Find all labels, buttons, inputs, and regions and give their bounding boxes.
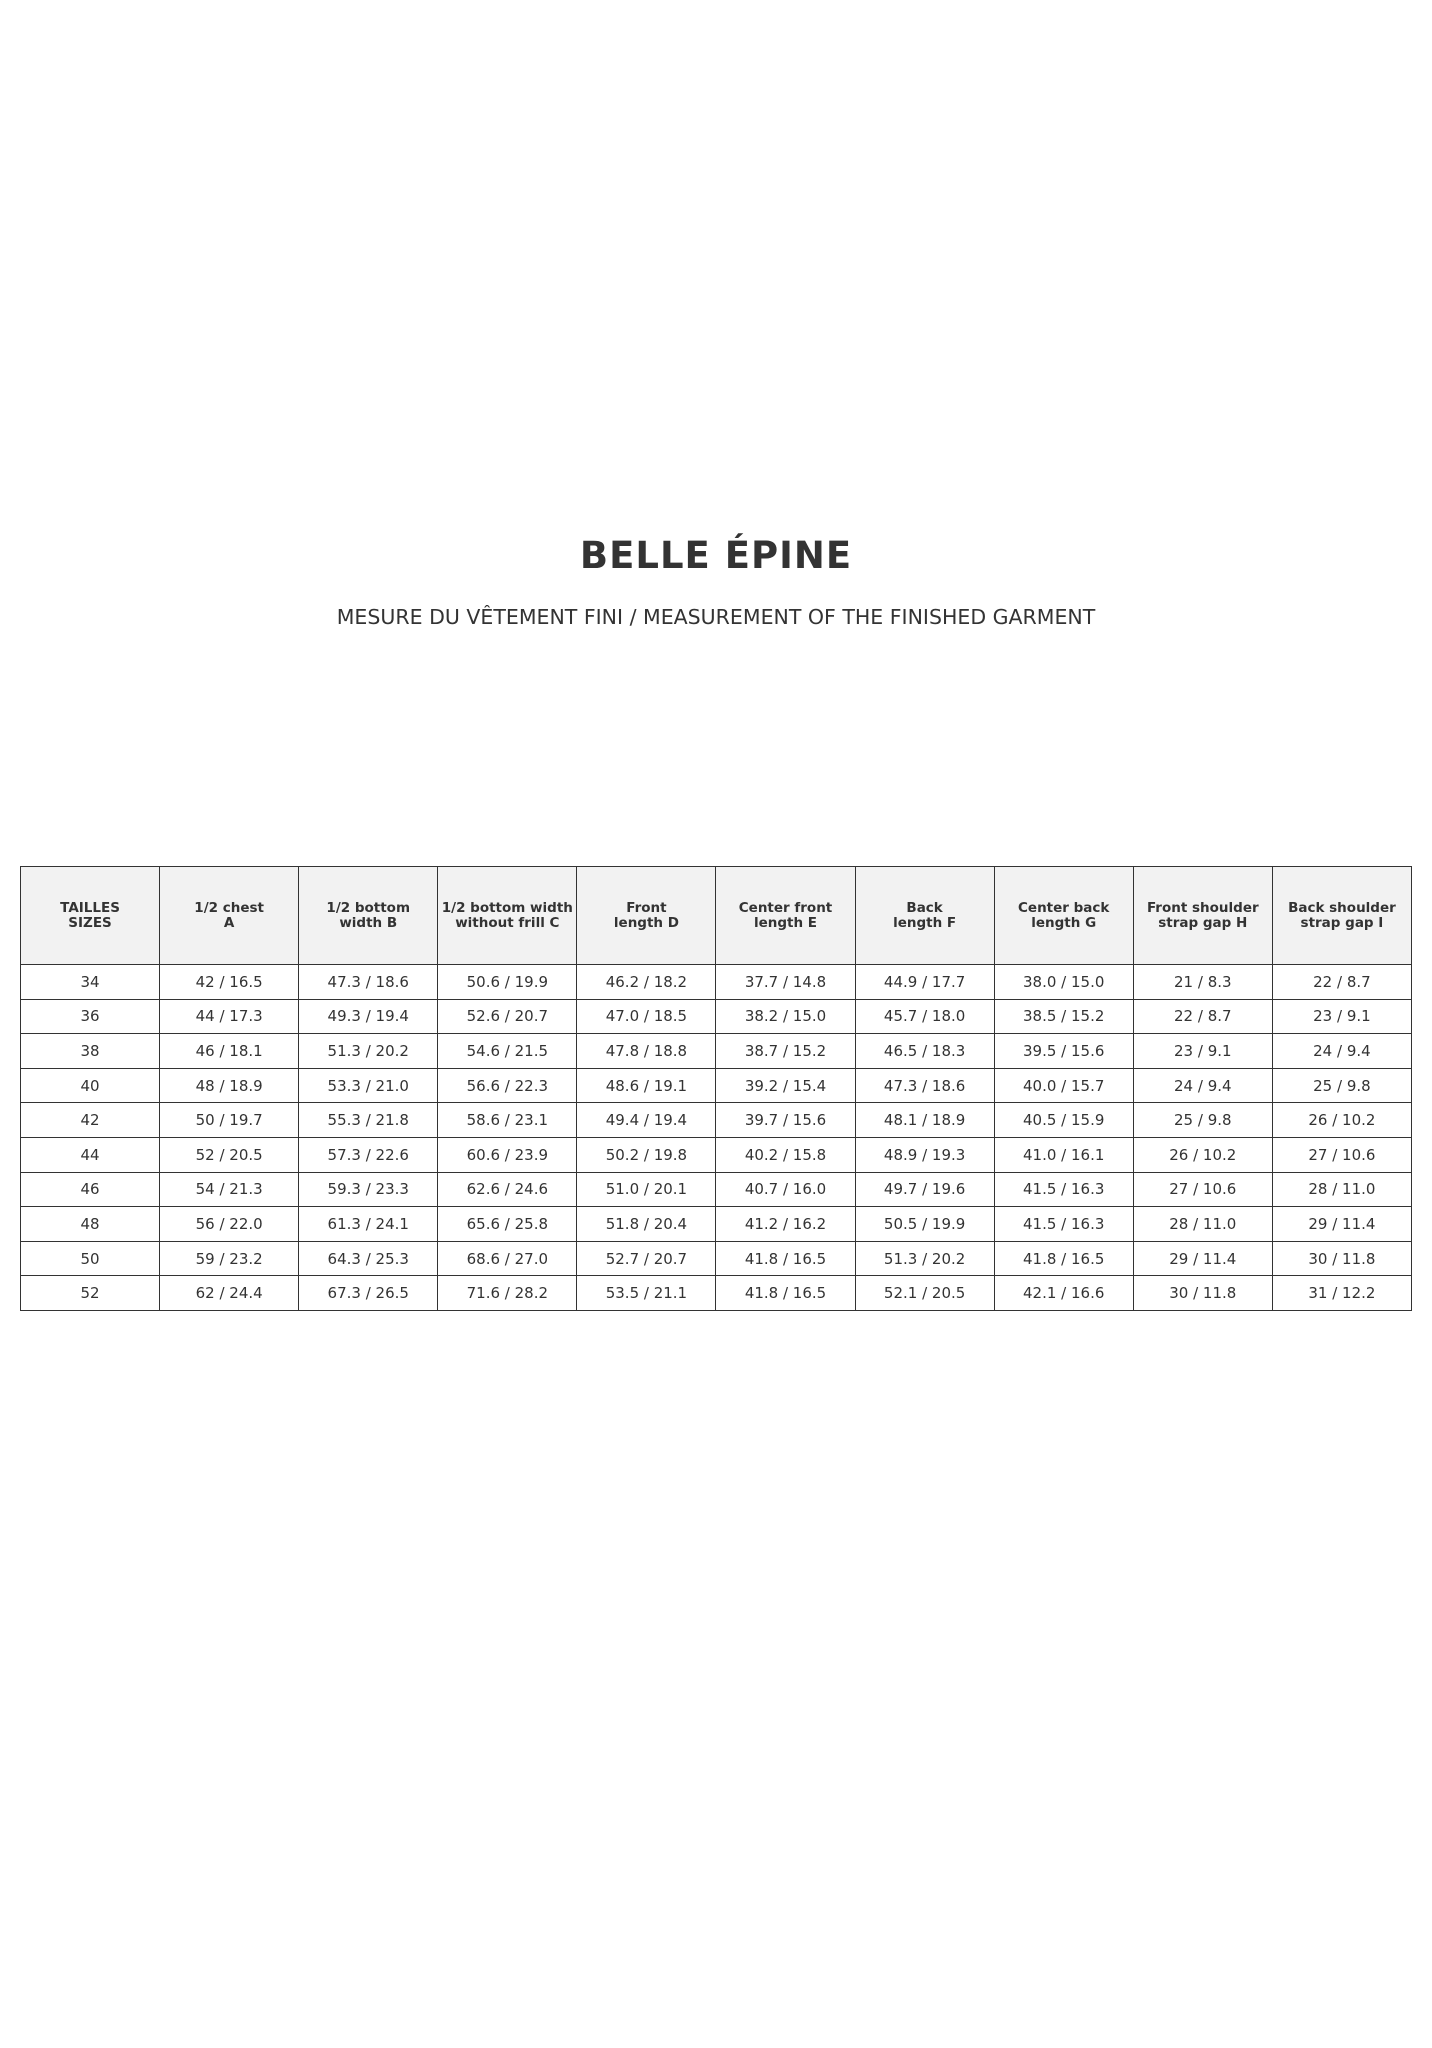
measurement-cell: 23 / 9.1 <box>1133 1034 1272 1069</box>
measurement-cell: 52 / 20.5 <box>160 1137 299 1172</box>
measurement-cell: 39.7 / 15.6 <box>716 1103 855 1138</box>
measurement-cell: 52.1 / 20.5 <box>855 1276 994 1311</box>
column-header-front-length-d: Front length D <box>577 867 716 965</box>
measurement-cell: 51.3 / 20.2 <box>855 1241 994 1276</box>
column-header-half-chest-a: 1/2 chest A <box>160 867 299 965</box>
column-header-back-shoulder-strap-gap-i: Back shoulder strap gap I <box>1272 867 1411 965</box>
column-header-front-shoulder-strap-gap-h: Front shoulder strap gap H <box>1133 867 1272 965</box>
measurement-cell: 60.6 / 23.9 <box>438 1137 577 1172</box>
measurement-cell: 41.0 / 16.1 <box>994 1137 1133 1172</box>
measurement-cell: 23 / 9.1 <box>1272 999 1411 1034</box>
measurement-cell: 41.5 / 16.3 <box>994 1207 1133 1242</box>
measurement-cell: 24 / 9.4 <box>1133 1068 1272 1103</box>
measurement-cell: 25 / 9.8 <box>1133 1103 1272 1138</box>
measurement-cell: 62 / 24.4 <box>160 1276 299 1311</box>
measurement-cell: 41.5 / 16.3 <box>994 1172 1133 1207</box>
measurement-cell: 21 / 8.3 <box>1133 965 1272 1000</box>
measurement-cell: 48.6 / 19.1 <box>577 1068 716 1103</box>
measurement-cell: 48.9 / 19.3 <box>855 1137 994 1172</box>
measurement-cell: 68.6 / 27.0 <box>438 1241 577 1276</box>
measurement-cell: 26 / 10.2 <box>1272 1103 1411 1138</box>
measurement-cell: 57.3 / 22.6 <box>299 1137 438 1172</box>
measurement-cell: 27 / 10.6 <box>1272 1137 1411 1172</box>
measurement-cell: 41.8 / 16.5 <box>716 1241 855 1276</box>
column-header-back-length-f: Back length F <box>855 867 994 965</box>
measurement-cell: 56 / 22.0 <box>160 1207 299 1242</box>
measurement-cell: 51.3 / 20.2 <box>299 1034 438 1069</box>
page-subtitle: MESURE DU VÊTEMENT FINI / MEASUREMENT OF THE FINISHED GARMENT <box>336 605 1096 629</box>
table-row <box>21 1207 1412 1242</box>
measurement-cell: 53.3 / 21.0 <box>299 1068 438 1103</box>
measurement-cell: 31 / 12.2 <box>1272 1276 1411 1311</box>
size-cell: 36 <box>21 999 160 1034</box>
measurement-cell: 28 / 11.0 <box>1133 1207 1272 1242</box>
size-cell: 40 <box>21 1068 160 1103</box>
measurement-cell: 47.3 / 18.6 <box>299 965 438 1000</box>
measurement-cell: 41.8 / 16.5 <box>716 1276 855 1311</box>
measurement-cell: 56.6 / 22.3 <box>438 1068 577 1103</box>
table-row <box>21 1276 1412 1311</box>
table-header <box>21 867 1412 965</box>
measurement-cell: 67.3 / 26.5 <box>299 1276 438 1311</box>
column-header-center-back-length-g: Center back length G <box>994 867 1133 965</box>
measurement-cell: 51.0 / 20.1 <box>577 1172 716 1207</box>
measurement-cell: 44 / 17.3 <box>160 999 299 1034</box>
measurement-cell: 27 / 10.6 <box>1133 1172 1272 1207</box>
measurement-cell: 41.8 / 16.5 <box>994 1241 1133 1276</box>
size-cell: 38 <box>21 1034 160 1069</box>
measurement-cell: 54.6 / 21.5 <box>438 1034 577 1069</box>
measurement-cell: 59.3 / 23.3 <box>299 1172 438 1207</box>
measurement-cell: 71.6 / 28.2 <box>438 1276 577 1311</box>
table-row <box>21 1034 1412 1069</box>
measurement-cell: 52.7 / 20.7 <box>577 1241 716 1276</box>
size-chart-table <box>20 866 1412 1311</box>
measurement-cell: 42.1 / 16.6 <box>994 1276 1133 1311</box>
table-row <box>21 999 1412 1034</box>
measurement-cell: 24 / 9.4 <box>1272 1034 1411 1069</box>
table-row <box>21 1137 1412 1172</box>
measurement-cell: 64.3 / 25.3 <box>299 1241 438 1276</box>
measurement-cell: 50.6 / 19.9 <box>438 965 577 1000</box>
measurement-cell: 40.2 / 15.8 <box>716 1137 855 1172</box>
column-header-half-bottom-width-without-frill-c: 1/2 bottom width without frill C <box>438 867 577 965</box>
measurement-cell: 46.2 / 18.2 <box>577 965 716 1000</box>
table-row <box>21 965 1412 1000</box>
table-row <box>21 1241 1412 1276</box>
measurement-cell: 47.3 / 18.6 <box>855 1068 994 1103</box>
measurement-cell: 40.0 / 15.7 <box>994 1068 1133 1103</box>
size-cell: 46 <box>21 1172 160 1207</box>
measurement-cell: 29 / 11.4 <box>1133 1241 1272 1276</box>
measurement-cell: 40.5 / 15.9 <box>994 1103 1133 1138</box>
measurement-cell: 38.5 / 15.2 <box>994 999 1133 1034</box>
measurement-cell: 55.3 / 21.8 <box>299 1103 438 1138</box>
measurement-cell: 30 / 11.8 <box>1272 1241 1411 1276</box>
measurement-cell: 51.8 / 20.4 <box>577 1207 716 1242</box>
size-cell: 42 <box>21 1103 160 1138</box>
size-cell: 48 <box>21 1207 160 1242</box>
measurement-cell: 65.6 / 25.8 <box>438 1207 577 1242</box>
measurement-cell: 42 / 16.5 <box>160 965 299 1000</box>
measurement-cell: 22 / 8.7 <box>1133 999 1272 1034</box>
measurement-cell: 40.7 / 16.0 <box>716 1172 855 1207</box>
measurement-cell: 26 / 10.2 <box>1133 1137 1272 1172</box>
measurement-cell: 50 / 19.7 <box>160 1103 299 1138</box>
column-header-size: TAILLES SIZES <box>21 867 160 965</box>
measurement-cell: 52.6 / 20.7 <box>438 999 577 1034</box>
measurement-cell: 50.2 / 19.8 <box>577 1137 716 1172</box>
measurement-cell: 58.6 / 23.1 <box>438 1103 577 1138</box>
measurement-cell: 49.7 / 19.6 <box>855 1172 994 1207</box>
measurement-cell: 46 / 18.1 <box>160 1034 299 1069</box>
measurement-cell: 61.3 / 24.1 <box>299 1207 438 1242</box>
measurement-cell: 41.2 / 16.2 <box>716 1207 855 1242</box>
table-row <box>21 1068 1412 1103</box>
column-header-center-front-length-e: Center front length E <box>716 867 855 965</box>
measurement-cell: 38.7 / 15.2 <box>716 1034 855 1069</box>
measurement-cell: 45.7 / 18.0 <box>855 999 994 1034</box>
measurement-cell: 48 / 18.9 <box>160 1068 299 1103</box>
measurement-cell: 59 / 23.2 <box>160 1241 299 1276</box>
measurement-cell: 38.2 / 15.0 <box>716 999 855 1034</box>
measurement-cell: 39.2 / 15.4 <box>716 1068 855 1103</box>
measurement-cell: 37.7 / 14.8 <box>716 965 855 1000</box>
page-title: BELLE ÉPINE <box>579 534 853 577</box>
measurement-cell: 22 / 8.7 <box>1272 965 1411 1000</box>
measurement-cell: 28 / 11.0 <box>1272 1172 1411 1207</box>
measurement-cell: 25 / 9.8 <box>1272 1068 1411 1103</box>
column-header-half-bottom-width-b: 1/2 bottom width B <box>299 867 438 965</box>
measurement-cell: 49.3 / 19.4 <box>299 999 438 1034</box>
table-row <box>21 1172 1412 1207</box>
size-cell: 44 <box>21 1137 160 1172</box>
table-row <box>21 1103 1412 1138</box>
measurement-cell: 48.1 / 18.9 <box>855 1103 994 1138</box>
measurement-cell: 62.6 / 24.6 <box>438 1172 577 1207</box>
size-cell: 52 <box>21 1276 160 1311</box>
table-body <box>21 965 1412 1311</box>
measurement-cell: 53.5 / 21.1 <box>577 1276 716 1311</box>
measurement-cell: 49.4 / 19.4 <box>577 1103 716 1138</box>
measurement-cell: 39.5 / 15.6 <box>994 1034 1133 1069</box>
size-cell: 50 <box>21 1241 160 1276</box>
size-cell: 34 <box>21 965 160 1000</box>
measurement-cell: 46.5 / 18.3 <box>855 1034 994 1069</box>
table-header-row <box>21 867 1412 965</box>
measurement-cell: 30 / 11.8 <box>1133 1276 1272 1311</box>
measurement-cell: 29 / 11.4 <box>1272 1207 1411 1242</box>
measurement-cell: 47.8 / 18.8 <box>577 1034 716 1069</box>
measurement-cell: 47.0 / 18.5 <box>577 999 716 1034</box>
measurement-cell: 44.9 / 17.7 <box>855 965 994 1000</box>
measurement-cell: 38.0 / 15.0 <box>994 965 1133 1000</box>
measurement-cell: 54 / 21.3 <box>160 1172 299 1207</box>
measurement-cell: 50.5 / 19.9 <box>855 1207 994 1242</box>
